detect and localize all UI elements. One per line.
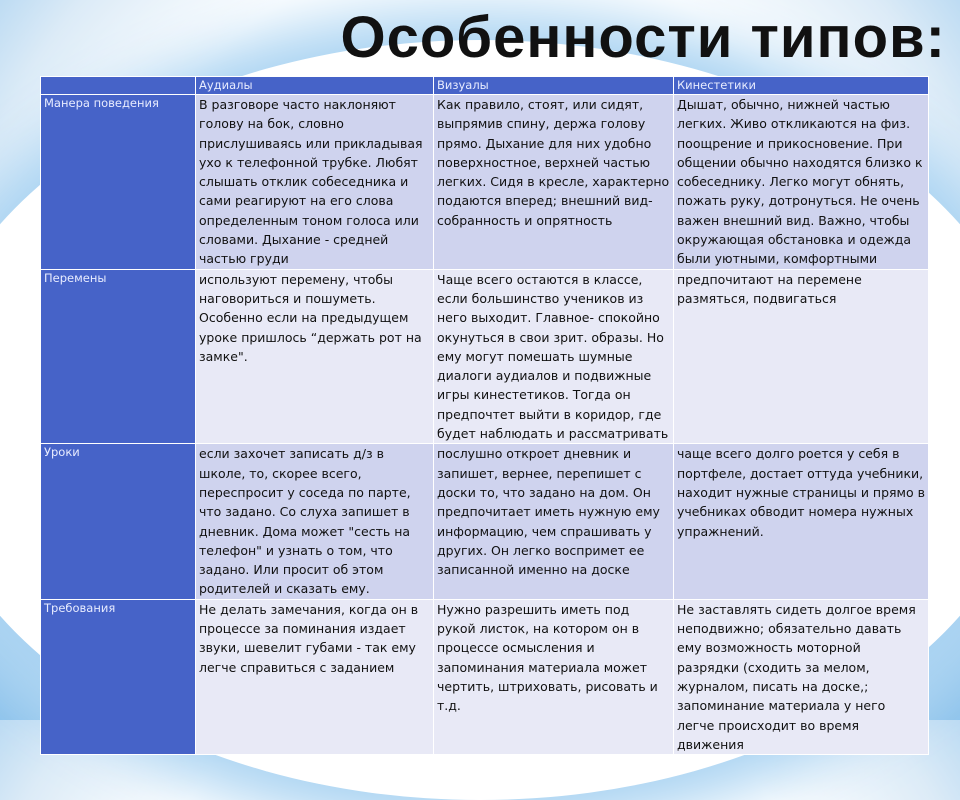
row-label: Перемены	[41, 269, 196, 444]
header-kinesthetic: Кинестетики	[674, 77, 929, 95]
table-cell: предпочитают на перемене размяться, подвигаться	[674, 269, 929, 444]
table-cell: Не заставлять сидеть долгое время неподвижно; обязательно давать ему возможность моторной разрядки (сходить за мелом, журналом, писать на доске,; запоминание материала у него легче происходит во время движения	[674, 599, 929, 754]
table-cell: чаще всего долго роется у себя в портфеле, достает оттуда учебники, находит нужные страницы и прямо в учебниках обводит номера нужных упражнений.	[674, 444, 929, 599]
header-auditory: Аудиалы	[196, 77, 434, 95]
types-table	[40, 76, 929, 755]
table-row-breaks	[41, 269, 929, 444]
table-cell: послушно откроет дневник и запишет, вернее, перепишет с доски то, что задано на дом. Он предпочитает иметь нужную ему информацию, чем спрашивать у других. Он легко воспримет ее записанной именно на доске	[434, 444, 674, 599]
table-cell: Как правило, стоят, или сидят, выпрямив спину, держа голову прямо. Дыхание для них удобно поверхностное, верхней частью легких. Сидя в кресле, характерно подаются вперед; внешний вид- собранность и опрятность	[434, 95, 674, 270]
header-visual: Визуалы	[434, 77, 674, 95]
table-cell: Чаще всего остаются в классе, если большинство учеников из него выходит. Главное- спокойно окунуться в свои зрит. образы. Но ему могут помешать шумные диалоги аудиалов и подвижные игры кинестетиков. Тогда он предпочтет выйти в коридор, где будет наблюдать и рассматривать	[434, 269, 674, 444]
table-cell: Дышат, обычно, нижней частью легких. Живо откликаются на физ. поощрение и прикосновение. При общении обычно находятся близко к собеседнику. Легко могут обнять, пожать руку, дотронуться. Не очень важен внешний вид. Важно, чтобы окружающая обстановка и одежда были уютными, комфортными	[674, 95, 929, 270]
row-label: Манера поведения	[41, 95, 196, 270]
table-row-requirements	[41, 599, 929, 754]
table-cell: если захочет записать д/з в школе, то, скорее всего, переспросит у соседа по парте, что задано. Со слуха запишет в дневник. Дома может "сесть на телефон" и узнать о том, что задано. Или просит об этом родителей и сказать ему.	[196, 444, 434, 599]
table-header-row	[41, 77, 929, 95]
row-label: Уроки	[41, 444, 196, 599]
page-title: Особенности типов:	[340, 5, 946, 70]
header-corner	[41, 77, 196, 95]
table-cell: В разговоре часто наклоняют голову на бок, словно прислушиваясь или прикладывая ухо к телефонной трубке. Любят слышать отклик собеседника и сами реагируют на его слова определенным тоном голоса или словами. Дыхание - средней частью груди	[196, 95, 434, 270]
table-row-behavior	[41, 95, 929, 270]
table-cell: Не делать замечания, когда он в процессе за поминания издает звуки, шевелит губами - так ему легче справиться с заданием	[196, 599, 434, 754]
table-cell: используют перемену, чтобы наговориться и пошуметь. Особенно если на предыдущем уроке пришлось “держать рот на замке".	[196, 269, 434, 444]
row-label: Требования	[41, 599, 196, 754]
table-cell: Нужно разрешить иметь под рукой листок, на котором он в процессе осмысления и запоминания материала может чертить, штриховать, рисовать и т.д.	[434, 599, 674, 754]
table-row-lessons	[41, 444, 929, 599]
